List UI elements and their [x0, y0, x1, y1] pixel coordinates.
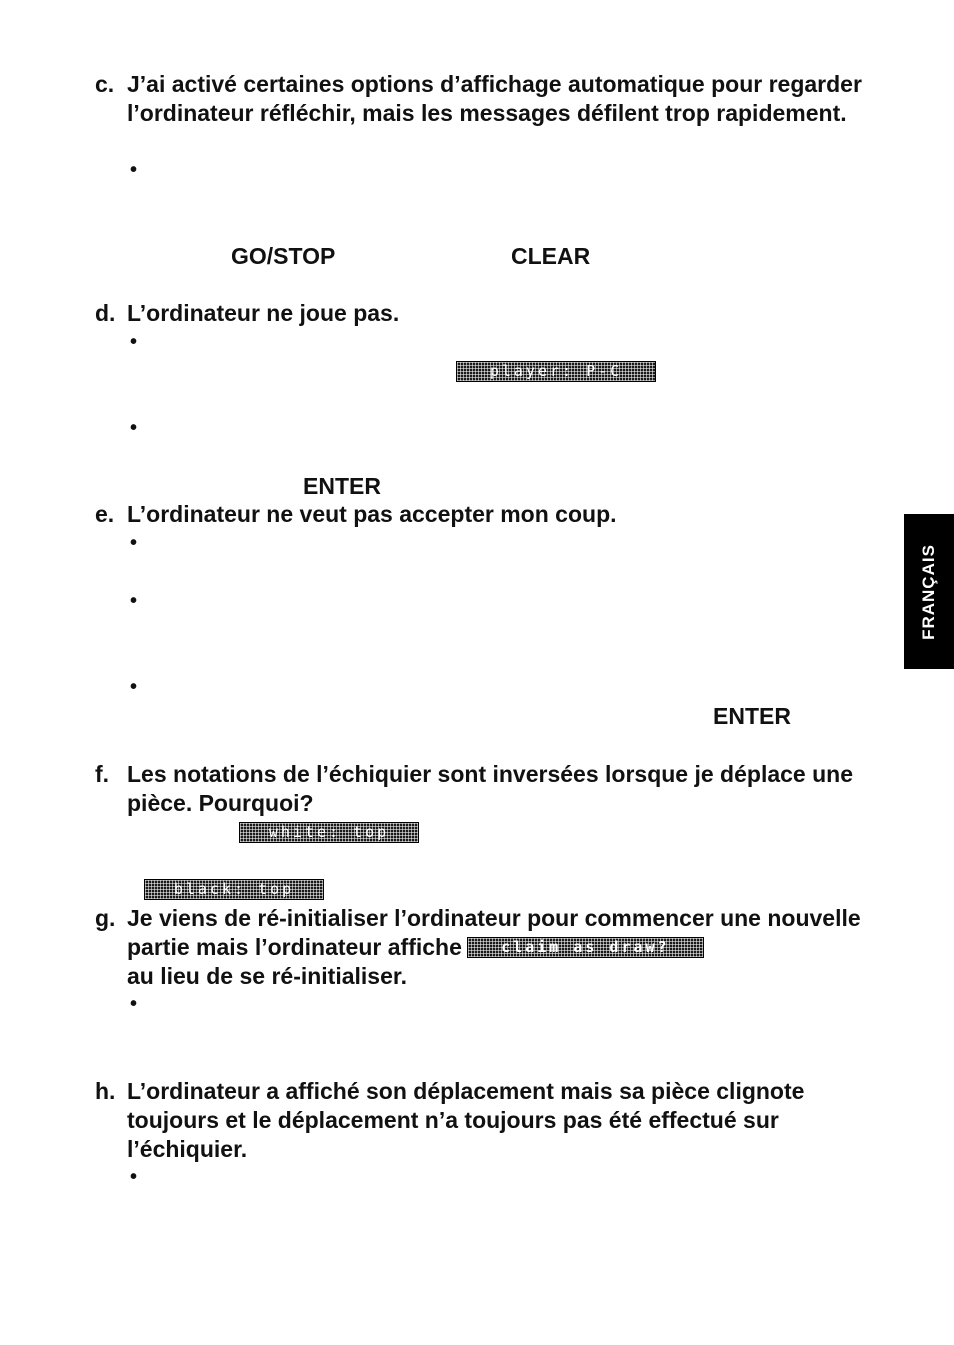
lcd-black-top: black: top: [145, 880, 323, 899]
bullet-g1: •: [130, 993, 138, 1015]
item-g-letter: g.: [95, 905, 116, 931]
key-go-stop: GO/STOP: [231, 243, 336, 269]
item-e-question: L’ordinateur ne veut pas accepter mon coup.: [127, 501, 617, 527]
bullet-c1: •: [130, 159, 138, 181]
item-f-question: Les notations de l’échiquier sont inversées lorsque je déplace une pièce. Pourquoi?: [127, 761, 853, 816]
item-d-letter: d.: [95, 300, 116, 326]
item-c-letter: c.: [95, 71, 115, 97]
key-enter-d: ENTER: [303, 473, 381, 499]
language-tab-label: FRANÇAIS: [919, 543, 938, 640]
lcd-claim-draw: claim as draw?: [468, 938, 703, 957]
item-e-letter: e.: [95, 501, 115, 527]
bullet-h1: •: [130, 1166, 138, 1188]
bullet-e3: •: [130, 676, 138, 698]
item-d-question: L’ordinateur ne joue pas.: [127, 300, 400, 326]
lcd-player: player: P-C: [457, 362, 655, 381]
item-h-letter: h.: [95, 1078, 116, 1104]
key-clear: CLEAR: [511, 243, 591, 269]
item-g-text-end: au lieu de se ré-initialiser.: [127, 963, 407, 989]
lcd-white-top: white: top: [240, 823, 418, 842]
item-c-question: J’ai activé certaines options d’affichage automatique pour regarder l’ordinateur réfléchir, mais les messages défilent trop rapidement.: [127, 71, 862, 126]
language-tab: [904, 514, 954, 669]
item-g-text-start: Je viens de ré-initialiser l’ordinateur pour commencer une nouvelle partie mais l’ordinateur affiche: [127, 905, 861, 960]
bullet-d2: •: [130, 417, 138, 439]
item-h-question: L’ordinateur a affiché son déplacement mais sa pièce clignote toujours et le déplacement n’a toujours pas été effectué sur l’échiquier.: [127, 1078, 805, 1162]
bullet-e2: •: [130, 590, 138, 612]
item-f-letter: f.: [95, 761, 110, 787]
key-enter-e: ENTER: [713, 703, 791, 729]
item-g-question: [127, 904, 867, 991]
bullet-d1: •: [130, 331, 138, 353]
bullet-e1: •: [130, 532, 138, 554]
